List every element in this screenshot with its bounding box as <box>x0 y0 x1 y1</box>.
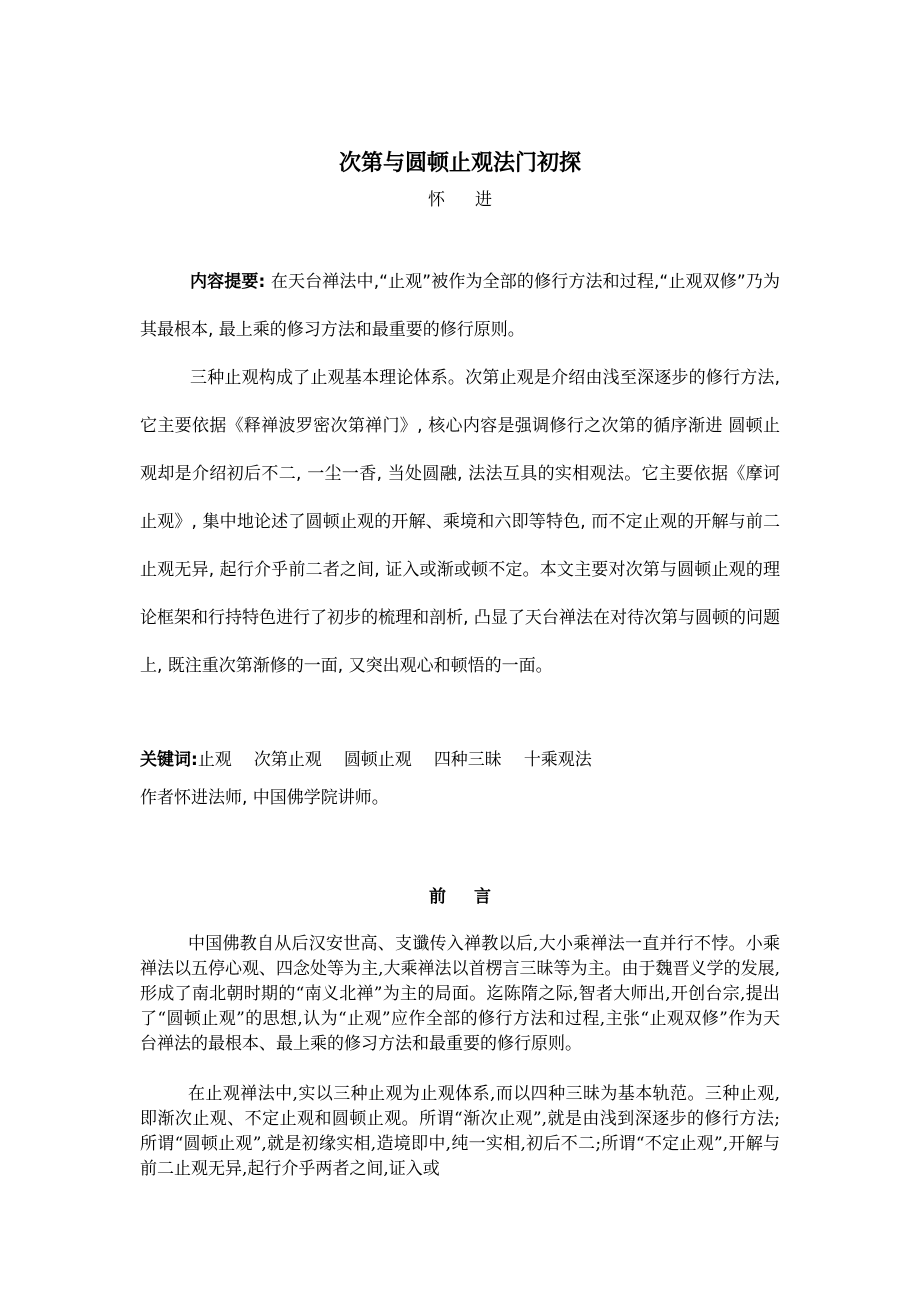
body-paragraph-1: 中国佛教自从后汉安世高、支谶传入禅教以后,大小乘禅法一直并行不悖。小乘禅法以五停心观、四念处等为主,大乘禅法以首楞言三昧等为主。由于魏晋义学的发展,形成了南北朝时期的“南义北禅”为主的局面。迄陈隋之际,智者大师出,开创台宗,提出了“圆顿止观”的思想,认为“止观”应作全部的修行方法和过程,主张“止观双修”作为天台禅法的最根本、最上乘的修习方法和最重要的修行原则。 <box>140 934 780 1054</box>
abstract-text-1: 在天台禅法中,“止观”被作为全部的修行方法和过程,“止观双修”乃为其最根本, 最上乘的修习方法和最重要的修行原则。 <box>140 272 780 340</box>
body-paragraph-2: 在止观禅法中,实以三种止观为止观体系,而以四种三昧为基本轨范。三种止观,即渐次止观、不定止观和圆顿止观。所谓“渐次止观”,就是由浅到深逐步的修行方法;所谓“圆顿止观”,就是初缘实相,造境即中,纯一实相,初后不二;所谓“不定止观”,开解与前二止观无异,起行介乎两者之间,证入或 <box>140 1084 780 1179</box>
keyword-term: 十乘观法 <box>523 750 592 770</box>
section-heading <box>0 882 920 907</box>
page-title: 次第与圆顿止观法门初探 <box>338 151 581 176</box>
keywords-label: 关键词: <box>140 750 198 770</box>
keyword-term: 圆顿止观 <box>343 750 412 770</box>
abstract-paragraph-2: 三种止观构成了止观基本理论体系。次第止观是介绍由浅至深逐步的修行方法, 它主要依据《释禅波罗密次第禅门》, 核心内容是强调修行之次第的循序渐进 圆顿止观却是介绍初后不二, 一尘一香, 当处圆融, 法法互具的实相观法。它主要依据《摩诃止观》, 集中地论述了圆顿止观的开解、乘境和六即等特色, 而不定止观的开解与前二止观无异, 起行介乎前二者之间, 证入或渐或顿不定。本文主要对次第与圆顿止观的理论框架和行持特色进行了初步的梳理和剖析, 凸显了天台禅法在对待次第与圆顿的问题上, 既注重次第渐修的一面, 又突出观心和顿悟的一面。 <box>140 368 780 676</box>
author-name-char-1: 怀 <box>428 190 445 210</box>
author-info: 作者怀进法师, 中国佛学院讲师。 <box>140 788 389 808</box>
abstract-paragraph-1 <box>140 258 780 354</box>
section-heading-char-2: 言 <box>474 887 491 907</box>
keywords-line <box>140 748 614 772</box>
keyword-term: 四种三昧 <box>433 750 502 770</box>
author-name-char-2: 进 <box>475 190 492 210</box>
keyword-term: 止观 <box>197 750 232 770</box>
section-heading-char-1: 前 <box>429 887 446 907</box>
author-name <box>0 185 920 210</box>
keyword-term: 次第止观 <box>253 750 322 770</box>
abstract-label: 内容提要: <box>190 272 266 292</box>
